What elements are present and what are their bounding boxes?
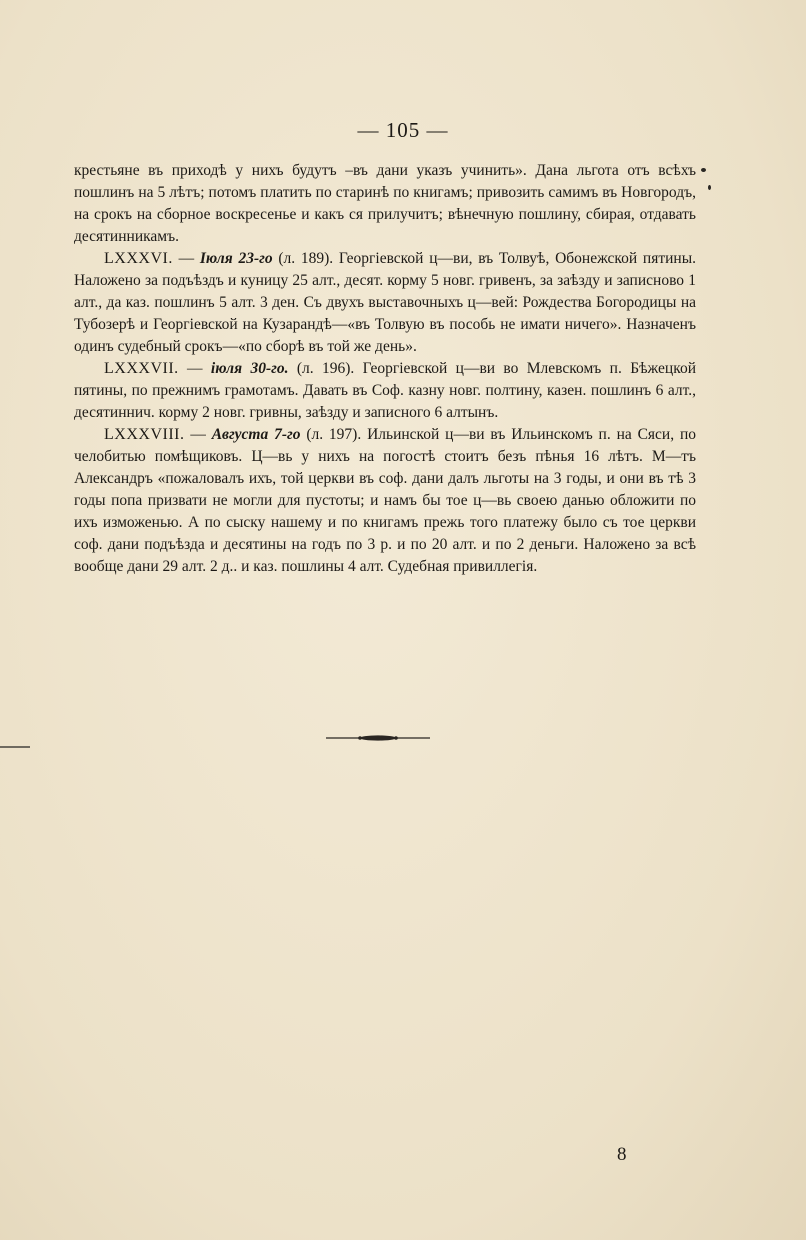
entry-date: Іюля 23-го [199,250,273,267]
entry-dash: — [184,426,212,443]
entry-date: іюля 30-го. [210,360,289,377]
entry-number: LXXXVIII. [104,426,185,443]
entry-dash: — [172,250,200,267]
page-number: — 105 — [357,118,449,142]
entry-number: LXXXVI. [104,250,173,267]
paragraph-continuation [74,160,696,248]
entry-date: Августа 7-го [211,426,301,443]
margin-mark [0,746,30,748]
entry-text: (л. 189). Георгіевской ц—ви, въ Толвуѣ, Обонежской пятины. Наложено за подъѣздъ и куницу 25 алт., десят. корму 5 новг. гривенъ, за заѣзду и записново 1 алт., да каз. пошлинъ 5 алт. 3 ден. Съ двухъ выставочныхъ ц—вей: Рождества Богородицы на Тубозерѣ и Георгіевской на Кузарандѣ—«въ Толвую въ пособь не имати ничего». Назначенъ одинъ судебный срокъ—«по сборѣ въ той же день». [74,250,696,355]
paragraph-text: крестьяне въ приходѣ у нихъ будутъ –въ дани указъ учинить». Дана льгота отъ всѣхъ пошлинъ на 5 лѣтъ; потомъ платить по старинѣ по книгамъ; привозить самимъ въ Новгородъ, на срокъ на сборное воскресенье и какъ ся прилучитъ; вѣнечную пошлину, сбирая, отдавать десятинникамъ. [74,162,696,245]
entry-text: (л. 197). Ильинской ц—ви въ Ильинскомъ п. на Сяси, по челобитью помѣщиковъ. Ц—вь у нихъ на погостѣ стоитъ безъ пѣнья 16 лѣтъ. М—тъ Александръ «пожаловалъ ихъ, той церкви въ соф. дани далъ льготы на 3 годы, и они въ тѣ 3 годы попа призвати не могли для пустоты; и намъ бы тое ц—вь своею данью обложити по ихъ изможенью. А по сыску нашему и по книгамъ прежь того платежу было съ тое церкви соф. дани подъѣзда и десятины на годъ по 3 р. и по 20 алт. и по 2 деньги. Наложено за всѣ вообще дани 29 алт. 2 д.. и каз. пошлины 4 алт. Судебная привиллегія. [74,426,696,575]
entry-dash: — [178,360,211,377]
entry-lxxxviii [74,424,696,578]
ink-speck [708,185,711,190]
entry-lxxxvii [74,358,696,424]
entry-number: LXXXVII. [104,360,179,377]
section-end-ornament [326,733,430,743]
entry-lxxxvi [74,248,696,358]
entry-text: (л. 196). Георгіевской ц—ви во Млевскомъ п. Бѣжецкой пятины, по прежнимъ грамотамъ. Давать въ Соф. казну новг. полтину, казен. пошлинъ 6 алт., десятиннич. корму 2 новг. гривны, заѣзду и записного 6 алтынъ. [74,360,697,421]
signature-mark: 8 [617,1144,627,1165]
text-body [74,160,696,578]
ink-speck [701,168,706,172]
